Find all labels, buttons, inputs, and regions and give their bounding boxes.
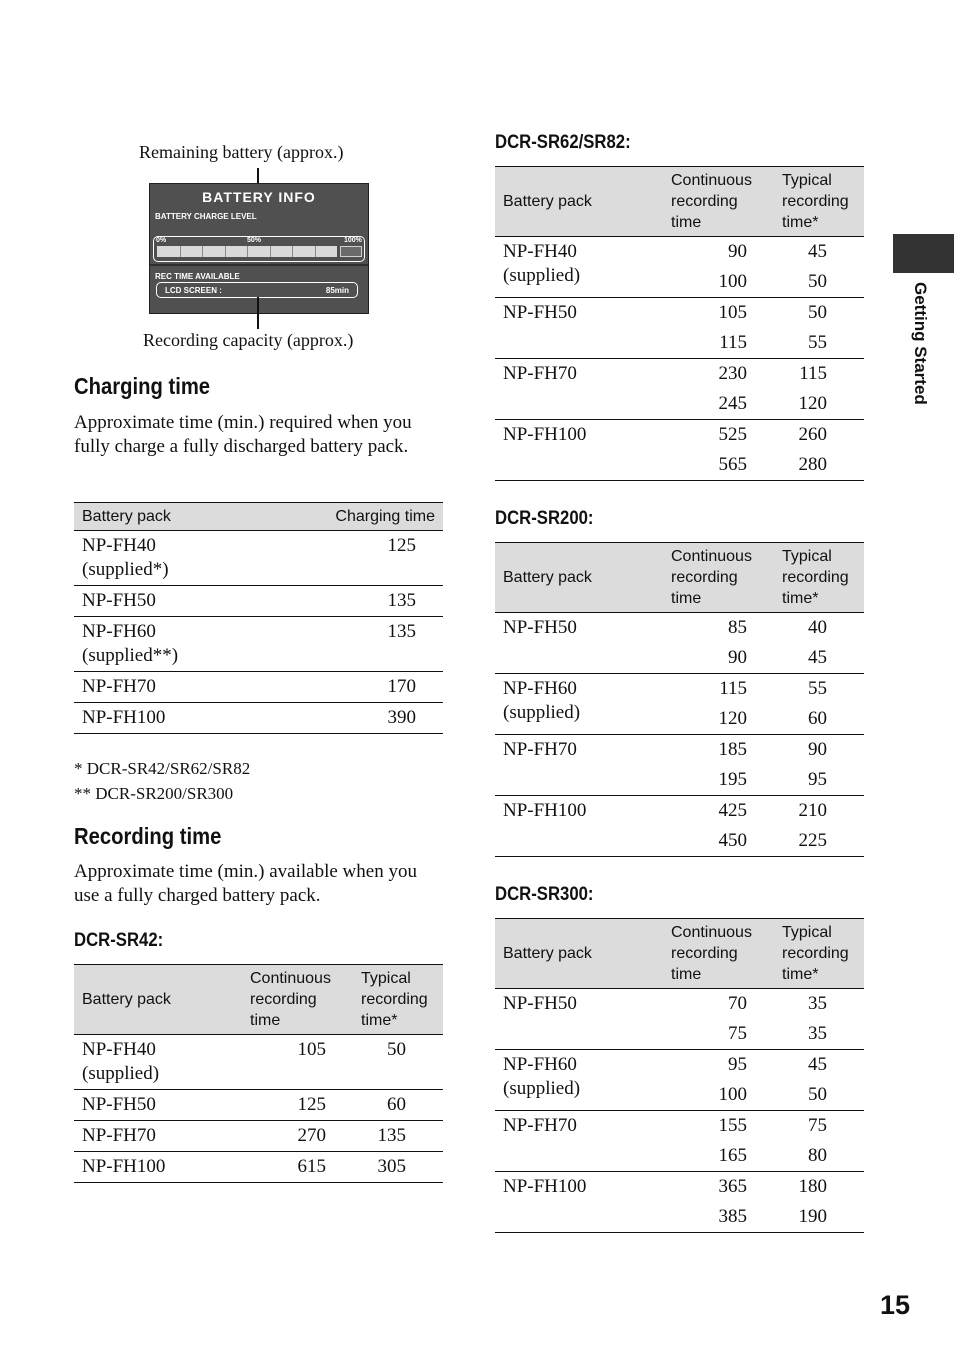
battery-pack-name: NP-FH40 [82,1039,156,1060]
continuous-time-value: 90 [728,241,747,262]
battery-pack-name: NP-FH100 [503,800,587,821]
battery-info-title: BATTERY INFO [202,189,316,205]
typical-time-value: 190 [798,1206,827,1227]
column-header-battery-pack: Battery pack [74,965,242,1035]
continuous-time-value: 195 [663,765,774,796]
sr200-table-title: DCR-SR200: [495,508,594,529]
battery-pack-name: NP-FH70 [495,359,663,420]
typical-time-value: 180 [798,1176,827,1197]
column-header-continuous-time: Continuous recording time [663,919,774,989]
remaining-battery-callout: Remaining battery (approx.) [139,142,344,162]
table-row [495,1050,864,1081]
sr42-recording-table [74,964,443,1183]
typical-time-value: 40 [808,617,827,638]
charging-time-value: 135 [304,586,443,617]
continuous-time-value: 75 [663,1019,774,1050]
table-row [495,613,864,644]
continuous-time-value: 85 [728,617,747,638]
battery-pack-name: NP-FH60 [503,678,577,699]
section-tab-marker [893,234,954,273]
column-header-continuous-time: Continuous recording time [242,965,353,1035]
continuous-time-value: 120 [663,704,774,735]
typical-time-value: 50 [353,1035,443,1090]
table-row [74,617,443,672]
charge-segment-divider [202,246,203,257]
column-header-typical-time: Typical recording time* [774,919,864,989]
typical-time-value: 305 [377,1156,406,1177]
continuous-time-value: 100 [663,267,774,298]
charging-time-value: 125 [304,531,443,586]
continuous-time-value: 95 [728,1054,747,1075]
battery-pack-name: NP-FH100 [503,1176,587,1197]
table-row [74,586,443,617]
battery-pack-name: NP-FH50 [495,298,663,359]
continuous-time-value: 245 [663,389,774,420]
battery-pack-name: NP-FH100 [503,424,587,445]
charge-segment-divider [225,246,226,257]
section-tab-text: Getting Started [911,282,930,405]
battery-pack-name: NP-FH70 [495,735,663,796]
charge-level-label: BATTERY CHARGE LEVEL [155,212,257,221]
continuous-time-value: 100 [663,1080,774,1111]
battery-pack-name: NP-FH50 [74,1090,242,1121]
table-row [495,237,864,268]
continuous-time-value: 425 [718,800,747,821]
table-row [495,989,864,1020]
continuous-time-value: 105 [718,302,747,323]
charging-time-value: 390 [387,707,416,728]
continuous-time-value: 155 [718,1115,747,1136]
continuous-time-value: 270 [242,1121,353,1152]
recording-pointer-line [257,297,259,329]
column-header-battery-pack: Battery pack [495,919,663,989]
continuous-time-value: 70 [728,993,747,1014]
footnote-single-asterisk: * DCR-SR42/SR62/SR82 [74,759,251,778]
battery-pack-note: (supplied*) [82,559,169,580]
table-row [495,735,864,766]
typical-time-value: 115 [799,363,827,384]
table-row [495,674,864,705]
battery-pack-name: NP-FH40 [503,241,577,262]
battery-pack-note: (supplied) [503,1078,581,1099]
battery-pack-note: (supplied**) [82,645,179,666]
charging-time-heading: Charging time [74,373,211,399]
battery-pack-name: NP-FH40 [82,535,156,556]
typical-time-value: 80 [774,1141,864,1172]
charge-level-fill [157,246,337,257]
continuous-time-value: 185 [718,739,747,760]
battery-pack-name: NP-FH70 [74,672,304,703]
footnote-double-asterisk: ** DCR-SR200/SR300 [74,784,234,803]
typical-time-value: 75 [808,1115,827,1136]
table-row [74,672,443,703]
battery-pack-name: NP-FH60 [82,621,156,642]
battery-pack-name: NP-FH100 [82,1156,166,1177]
sr62-sr82-recording-table [495,166,864,481]
screen-divider [150,264,368,266]
sr200-recording-table [495,542,864,857]
column-header-battery-pack: Battery pack [495,543,663,613]
sr42-table-title: DCR-SR42: [74,930,164,951]
sr62-sr82-table-title: DCR-SR62/SR82: [495,132,631,153]
typical-time-value: 55 [774,328,864,359]
table-row [74,531,443,586]
column-header-typical-time: Typical recording time* [774,167,864,237]
continuous-time-value: 90 [663,643,774,674]
continuous-time-value: 450 [718,830,747,851]
continuous-time-value: 115 [663,328,774,359]
battery-pack-note: (supplied) [503,702,581,723]
typical-time-value: 135 [353,1121,443,1152]
battery-pack-name: NP-FH50 [495,989,663,1050]
charging-time-value: 135 [304,617,443,672]
charge-segment-divider [292,246,293,257]
sr300-recording-table [495,918,864,1233]
typical-time-value: 45 [774,643,864,674]
scale-0-label: 0% [156,237,167,244]
section-tab-label [912,282,932,412]
continuous-time-value: 125 [242,1090,353,1121]
column-header-charging-time: Charging time [304,503,443,531]
table-row [495,796,864,827]
typical-time-value: 50 [808,302,827,323]
column-header-continuous-time: Continuous recording time [663,167,774,237]
recording-time-heading: Recording time [74,823,222,849]
continuous-time-value: 115 [719,678,747,699]
page-number: 15 [880,1290,911,1320]
lcd-screen-label: LCD SCREEN : [165,286,222,295]
lcd-screen-readout [156,282,358,298]
continuous-time-value: 385 [718,1206,747,1227]
battery-pack-note: (supplied) [82,1063,160,1084]
typical-time-value: 45 [808,241,827,262]
typical-time-value: 260 [798,424,827,445]
battery-pack-name: NP-FH50 [74,586,304,617]
table-row [495,420,864,451]
typical-time-value: 120 [774,389,864,420]
typical-time-value: 45 [808,1054,827,1075]
continuous-time-value: 165 [663,1141,774,1172]
table-row [74,703,443,734]
table-row [495,1172,864,1203]
rec-time-label: REC TIME AVAILABLE [155,272,240,281]
charge-segment-divider [247,246,248,257]
table-row [74,1035,443,1090]
battery-pack-name: NP-FH70 [74,1121,242,1152]
charge-level-empty-segment [340,246,362,257]
typical-time-value: 50 [774,267,864,298]
column-header-battery-pack: Battery pack [74,503,304,531]
typical-time-value: 95 [774,765,864,796]
battery-pack-note: (supplied) [503,265,581,286]
typical-time-value: 280 [798,454,827,475]
typical-time-value: 35 [774,1019,864,1050]
charge-segment-divider [270,246,271,257]
charging-time-table [74,502,443,734]
scale-50-label: 50% [247,237,262,244]
battery-info-screen [149,183,369,314]
column-header-typical-time: Typical recording time* [774,543,864,613]
lcd-screen-value: 85min [325,286,349,295]
charge-segment-divider [180,246,181,257]
typical-time-value: 60 [353,1090,443,1121]
continuous-time-value: 230 [718,363,747,384]
battery-pack-name: NP-FH60 [503,1054,577,1075]
table-row [495,298,864,329]
charging-time-description: Approximate time (min.) required when you fully charge a fully discharged battery pack. [74,412,412,457]
charge-level-bar [153,236,365,262]
scale-100-label: 100% [344,237,362,244]
column-header-battery-pack: Battery pack [495,167,663,237]
battery-pack-name: NP-FH100 [82,707,166,728]
table-row [495,1111,864,1142]
battery-pack-name: NP-FH50 [495,613,663,674]
continuous-time-value: 365 [718,1176,747,1197]
typical-time-value: 60 [774,704,864,735]
typical-time-value: 35 [808,993,827,1014]
recording-time-description: Approximate time (min.) available when you use a fully charged battery pack. [74,861,417,906]
table-row [495,359,864,390]
typical-time-value: 90 [808,739,827,760]
charge-segment-divider [315,246,316,257]
continuous-time-value: 565 [718,454,747,475]
table-row [74,1152,443,1183]
column-header-typical-time: Typical recording time* [353,965,443,1035]
sr300-table-title: DCR-SR300: [495,884,594,905]
column-header-continuous-time: Continuous recording time [663,543,774,613]
table-row [74,1090,443,1121]
continuous-time-value: 525 [718,424,747,445]
recording-capacity-callout: Recording capacity (approx.) [143,330,354,350]
typical-time-value: 55 [808,678,827,699]
typical-time-value: 225 [798,830,827,851]
typical-time-value: 210 [798,800,827,821]
continuous-time-value: 105 [242,1035,353,1090]
continuous-time-value: 615 [297,1156,326,1177]
typical-time-value: 50 [774,1080,864,1111]
charging-time-value: 170 [304,672,443,703]
battery-pack-name: NP-FH70 [495,1111,663,1172]
table-row [74,1121,443,1152]
